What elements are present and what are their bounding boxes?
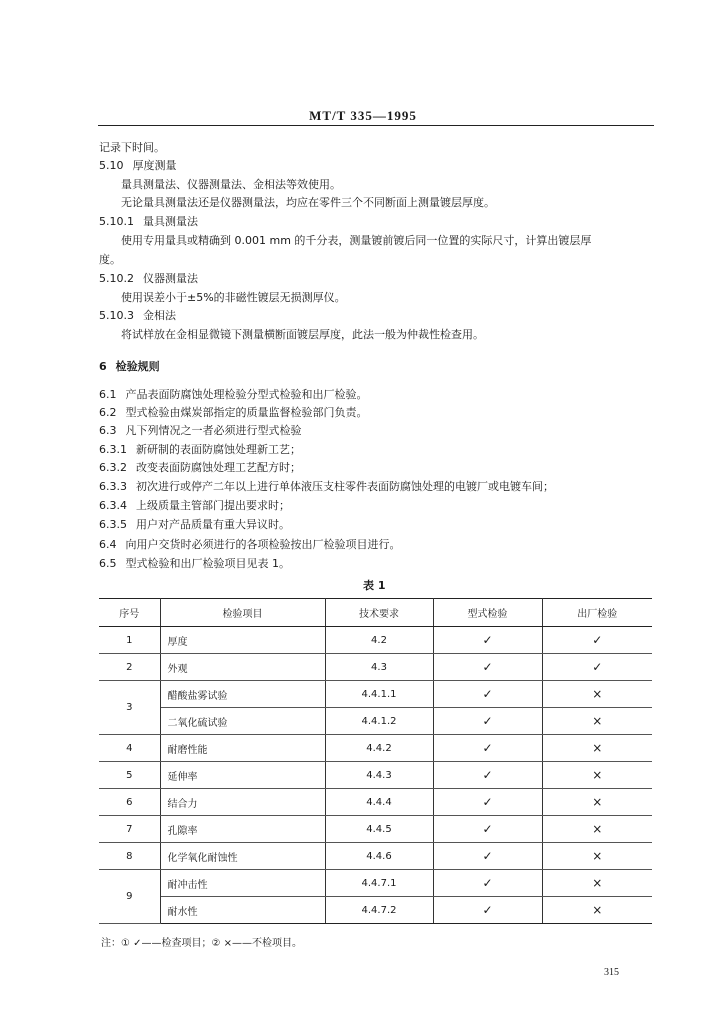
table-row [99, 843, 652, 870]
cell-item: 耐冲击性 [160, 870, 325, 897]
table-row [99, 735, 652, 762]
text-line-body: 使用误差小于±5%的非磁性镀层无损测厚仪。 [121, 291, 346, 304]
table-row [99, 789, 652, 816]
cell-factory-test: × [542, 870, 652, 897]
clause-number: 6.5 [99, 557, 117, 570]
table-row [99, 870, 652, 897]
clause-number: 6.3.2 [99, 461, 127, 474]
clause-title: 厚度测量 [132, 159, 177, 172]
clause-number: 5.10.1 [99, 215, 134, 228]
clause-text: 产品表面防腐蚀处理检验分型式检验和出厂检验。 [125, 388, 368, 401]
chapter-number: 6 [99, 360, 107, 373]
clause-title: 仪器测量法 [143, 272, 198, 285]
text-line-body: 量具测量法、仪器测量法、金相法等效使用。 [121, 178, 341, 191]
cell-item: 孔隙率 [160, 816, 325, 843]
cell-factory-test: × [542, 681, 652, 708]
clause-number: 5.10.2 [99, 272, 134, 285]
text-line [121, 234, 591, 248]
cell-item: 醋酸盐雾试验 [160, 681, 325, 708]
table-row [99, 681, 652, 708]
clause-title: 量具测量法 [143, 215, 198, 228]
clause-text: 凡下列情况之一者必须进行型式检验 [125, 424, 302, 437]
cell-factory-test: × [542, 762, 652, 789]
clause-line [99, 557, 290, 571]
text-line [121, 196, 495, 210]
cell-no: 6 [99, 789, 160, 816]
clause-line [99, 406, 368, 420]
clause-number: 6.3 [99, 424, 117, 437]
cell-requirement: 4.4.4 [325, 789, 433, 816]
cell-type-test: ✓ [433, 681, 542, 708]
clause-line [99, 518, 290, 532]
clause-number: 6.3.1 [99, 443, 127, 456]
clause-number: 6.4 [99, 538, 117, 551]
cell-no: 8 [99, 843, 160, 870]
clause-line [99, 499, 290, 513]
clause-number: 6.3.4 [99, 499, 127, 512]
header-no: 序号 [99, 599, 160, 627]
cell-item: 耐磨性能 [160, 735, 325, 762]
table-note: 注：① ✓——检查项目；② ×——不检项目。 [101, 938, 303, 949]
section-heading [99, 272, 198, 286]
cell-requirement: 4.4.1.1 [325, 681, 433, 708]
cell-item: 厚度 [160, 627, 325, 654]
cell-requirement: 4.4.3 [325, 762, 433, 789]
text-line [121, 291, 346, 305]
table-caption: 表 1 [363, 579, 386, 592]
header-type-test: 型式检验 [433, 599, 542, 627]
cell-no: 5 [99, 762, 160, 789]
cell-no: 2 [99, 654, 160, 681]
header-rule [98, 125, 654, 126]
cell-requirement: 4.4.6 [325, 843, 433, 870]
clause-number: 6.3.3 [99, 480, 127, 493]
cell-type-test: ✓ [433, 627, 542, 654]
cell-no: 9 [99, 870, 160, 924]
cell-item: 延伸率 [160, 762, 325, 789]
table-row [99, 816, 652, 843]
clause-line [99, 461, 301, 475]
cell-type-test: ✓ [433, 897, 542, 924]
clause-line [99, 443, 301, 457]
cell-type-test: ✓ [433, 789, 542, 816]
header-factory-test: 出厂检验 [542, 599, 652, 627]
cell-no: 7 [99, 816, 160, 843]
cell-no: 1 [99, 627, 160, 654]
table-header-row [99, 599, 652, 627]
text-line [99, 253, 121, 267]
cell-requirement: 4.4.5 [325, 816, 433, 843]
clause-text: 用户对产品质量有重大异议时。 [136, 518, 290, 531]
page-header-standard: MT/T 335—1995 [309, 108, 417, 123]
cell-no: 3 [99, 681, 160, 735]
text-line-body: 度。 [99, 253, 121, 266]
text-line-body: 将试样放在金相显微镜下测量横断面镀层厚度，此法一般为仲裁性检查用。 [121, 328, 484, 341]
text-line-body: 使用专用量具或精确到 0.001 mm 的千分表，测量镀前镀后同一位置的实际尺寸，计算出镀层厚 [121, 234, 592, 247]
clause-line [99, 480, 554, 494]
section-heading [99, 159, 177, 173]
chapter-title: 检验规则 [115, 360, 160, 373]
cell-requirement: 4.4.2 [325, 735, 433, 762]
text-line-body: 无论量具测量法还是仪器测量法，均应在零件三个不同断面上测量镀层厚度。 [121, 196, 495, 209]
clause-number: 6.1 [99, 388, 117, 401]
text-line-body: 记录下时间。 [99, 141, 165, 154]
clause-text: 向用户交货时必须进行的各项检验按出厂检验项目进行。 [125, 538, 401, 551]
header-requirement: 技术要求 [325, 599, 433, 627]
clause-line [99, 538, 401, 552]
cell-factory-test: × [542, 735, 652, 762]
table-row [99, 897, 652, 924]
clause-text: 初次进行或停产二年以上进行单体液压支柱零件表面防腐蚀处理的电镀厂或电镀车间； [136, 480, 554, 493]
cell-type-test: ✓ [433, 816, 542, 843]
section-heading [99, 309, 176, 323]
cell-item: 化学氧化耐蚀性 [160, 843, 325, 870]
page-number: 315 [604, 967, 619, 978]
cell-type-test: ✓ [433, 870, 542, 897]
cell-type-test: ✓ [433, 843, 542, 870]
clause-text: 型式检验由煤炭部指定的质量监督检验部门负责。 [125, 406, 368, 419]
cell-type-test: ✓ [433, 654, 542, 681]
cell-item: 结合力 [160, 789, 325, 816]
cell-factory-test: × [542, 897, 652, 924]
cell-type-test: ✓ [433, 762, 542, 789]
table-row [99, 762, 652, 789]
clause-number: 6.2 [99, 406, 117, 419]
table-row [99, 627, 652, 654]
cell-item: 耐水性 [160, 897, 325, 924]
cell-requirement: 4.4.1.2 [325, 708, 433, 735]
cell-type-test: ✓ [433, 708, 542, 735]
cell-factory-test: × [542, 843, 652, 870]
clause-number: 5.10 [99, 159, 124, 172]
cell-factory-test: ✓ [542, 627, 652, 654]
clause-text: 型式检验和出厂检验项目见表 1。 [125, 557, 290, 570]
cell-requirement: 4.4.7.2 [325, 897, 433, 924]
table-row [99, 654, 652, 681]
cell-no: 4 [99, 735, 160, 762]
cell-factory-test: × [542, 816, 652, 843]
cell-item: 外观 [160, 654, 325, 681]
cell-requirement: 4.2 [325, 627, 433, 654]
text-line [121, 178, 341, 192]
cell-factory-test: ✓ [542, 654, 652, 681]
text-line [121, 328, 484, 342]
clause-text: 改变表面防腐蚀处理工艺配方时； [136, 461, 301, 474]
inspection-table [99, 598, 652, 924]
clause-line [99, 388, 368, 402]
cell-factory-test: × [542, 708, 652, 735]
chapter-heading [99, 360, 160, 374]
cell-type-test: ✓ [433, 735, 542, 762]
clause-number: 6.3.5 [99, 518, 127, 531]
section-heading [99, 215, 198, 229]
clause-title: 金相法 [143, 309, 176, 322]
cell-factory-test: × [542, 789, 652, 816]
header-item: 检验项目 [160, 599, 325, 627]
text-line [99, 141, 165, 155]
cell-requirement: 4.4.7.1 [325, 870, 433, 897]
table-row [99, 708, 652, 735]
clause-text: 新研制的表面防腐蚀处理新工艺； [136, 443, 301, 456]
clause-text: 上级质量主管部门提出要求时； [136, 499, 290, 512]
clause-line [99, 424, 302, 438]
cell-requirement: 4.3 [325, 654, 433, 681]
clause-number: 5.10.3 [99, 309, 134, 322]
cell-item: 二氧化硫试验 [160, 708, 325, 735]
